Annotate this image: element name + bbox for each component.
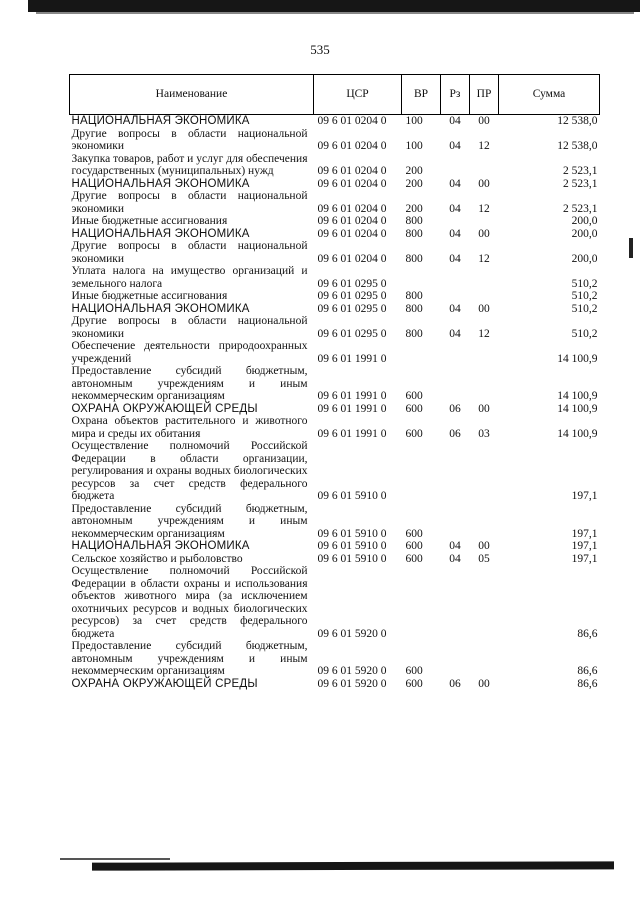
cell-vr: 800 [405,227,423,240]
cell-name: ОХРАНА ОКРУЖАЮЩЕЙ СРЕДЫ [71,677,258,690]
cell-name: Осуществление полномочий Российской Федерации в области организации, регулирования и охраны водных биологических ресурсов за счет средств федерального бюджета [71,440,308,502]
cell-vr: 800 [405,252,423,265]
cell-sum: 197,1 [571,490,598,502]
cell-csr: 09 6 01 5920 0 [317,627,387,640]
cell-vr: 600 [405,665,423,677]
table-row [70,415,600,440]
cell-rz [441,503,470,541]
cell-name: Сельское хозяйство и рыболовство [71,552,243,565]
table-row [70,340,600,365]
cell-vr: 600 [405,390,423,402]
cell-pr [470,265,499,290]
cell-sum: 197,1 [571,552,598,565]
cell-pr: 03 [478,427,490,440]
cell-pr: 12 [478,140,490,152]
cell-csr: 09 6 01 0204 0 [317,202,387,215]
cell-csr: 09 6 01 5910 0 [317,552,387,565]
table-row [70,640,600,678]
header-rz: Рз [441,75,470,115]
cell-csr: 09 6 01 5910 0 [317,540,387,552]
cell-name: Другие вопросы в области национальной экономики [71,127,308,152]
scan-top-shadow [36,12,634,14]
cell-rz: 04 [449,540,461,552]
cell-name: Иные бюджетные ассигнования [71,290,228,302]
cell-pr: 00 [478,540,490,552]
header-pr: ПР [470,75,499,115]
cell-name: НАЦИОНАЛЬНАЯ ЭКОНОМИКА [71,540,250,552]
cell-sum: 200,0 [571,215,598,227]
cell-pr: 00 [478,302,490,315]
cell-rz [441,153,470,178]
table-row [70,303,600,316]
cell-vr: 600 [405,677,423,690]
cell-vr: 600 [405,540,423,552]
scan-bottom-line [60,858,170,860]
cell-vr: 100 [405,140,423,152]
cell-sum: 510,2 [571,290,598,302]
table-row [70,540,600,553]
cell-rz [441,640,470,678]
header-row [70,75,600,115]
cell-vr: 800 [405,290,423,302]
cell-csr: 09 6 01 1991 0 [317,427,387,440]
cell-csr: 09 6 01 0295 0 [317,277,387,290]
cell-rz [441,340,470,365]
cell-name: Предоставление субсидий бюджетным, автономным учреждениям и иным некоммерческим организациям [71,502,308,540]
cell-pr: 00 [478,227,490,240]
cell-sum: 14 100,9 [557,390,598,402]
table-row [70,265,600,290]
cell-pr [470,340,499,365]
cell-name: Другие вопросы в области национальной экономики [71,240,308,265]
cell-pr [470,290,499,303]
cell-name: НАЦИОНАЛЬНАЯ ЭКОНОМИКА [71,115,250,127]
cell-name: Закупка товаров, работ и услуг для обеспечения государственных (муниципальных) нужд [71,152,308,177]
cell-csr: 09 6 01 5910 0 [317,490,387,502]
budget-table [69,74,600,690]
table-row [70,553,600,566]
cell-rz: 04 [449,327,461,340]
header-csr: ЦСР [314,75,402,115]
cell-vr: 600 [405,402,423,415]
cell-pr: 12 [478,202,490,215]
table-row [70,290,600,303]
cell-name: Уплата налога на имущество организаций и земельного налога [71,265,308,290]
cell-vr: 600 [405,427,423,440]
cell-pr [470,565,499,640]
cell-rz: 06 [449,677,461,690]
cell-sum: 86,6 [577,627,598,640]
cell-name: Осуществление полномочий Российской Федерации в области охраны и использования объектов животного мира (за исключением охотничьих ресурсов и водных биологических ресурсов) за счет средств федерального бюджета [71,565,308,640]
cell-csr: 09 6 01 0204 0 [317,165,387,177]
table-row [70,190,600,215]
header-vr: ВР [402,75,441,115]
cell-sum: 510,2 [571,277,598,290]
cell-name: НАЦИОНАЛЬНАЯ ЭКОНОМИКА [71,302,250,315]
table-row [70,315,600,340]
cell-rz: 06 [449,427,461,440]
cell-rz [441,565,470,640]
cell-sum: 197,1 [571,540,598,552]
cell-name: Охрана объектов растительного и животного мира и среды их обитания [71,415,308,440]
cell-rz: 04 [449,202,461,215]
cell-pr [470,215,499,228]
table-row [70,365,600,403]
cell-csr: 09 6 01 0204 0 [317,215,387,227]
budget-table-container [69,74,599,690]
header-sum: Сумма [499,75,600,115]
table-row [70,565,600,640]
cell-sum: 14 100,9 [557,352,598,365]
cell-rz: 04 [449,115,461,127]
cell-name: Иные бюджетные ассигнования [71,215,228,227]
cell-sum: 12 538,0 [557,115,598,127]
cell-rz [441,265,470,290]
cell-pr: 12 [478,327,490,340]
cell-pr [470,365,499,403]
cell-name: Обеспечение деятельности природоохранных учреждений [71,340,308,365]
table-body [70,115,600,691]
cell-name: ОХРАНА ОКРУЖАЮЩЕЙ СРЕДЫ [71,402,258,415]
table-row [70,153,600,178]
scan-bottom-border [92,861,614,870]
cell-csr: 09 6 01 0204 0 [317,252,387,265]
cell-vr: 800 [405,327,423,340]
table-row [70,178,600,191]
cell-sum: 2 523,1 [563,202,598,215]
cell-vr: 800 [405,302,423,315]
cell-sum: 197,1 [571,527,598,540]
table-row [70,678,600,691]
cell-csr: 09 6 01 1991 0 [317,352,387,365]
cell-rz: 04 [449,252,461,265]
cell-sum: 86,6 [577,677,598,690]
cell-pr [470,153,499,178]
cell-vr: 800 [405,215,423,227]
cell-csr: 09 6 01 1991 0 [317,390,387,402]
page-number: 535 [310,42,330,57]
cell-name: Другие вопросы в области национальной экономики [71,190,308,215]
cell-rz: 04 [449,140,461,152]
cell-csr: 09 6 01 5920 0 [317,677,387,690]
cell-rz [441,290,470,303]
cell-sum: 86,6 [577,665,598,677]
cell-vr [402,565,441,640]
cell-pr [470,440,499,503]
scan-top-border [28,0,640,12]
cell-name: Другие вопросы в области национальной экономики [71,315,308,340]
header-name: Наименование [70,75,314,115]
cell-vr [402,265,441,290]
table-header [70,75,600,115]
cell-rz [441,440,470,503]
cell-sum: 200,0 [571,252,598,265]
cell-name: НАЦИОНАЛЬНАЯ ЭКОНОМИКА [71,227,250,240]
cell-vr: 600 [405,552,423,565]
cell-name: Предоставление субсидий бюджетным, автономным учреждениям и иным некоммерческим организациям [71,640,308,677]
cell-sum: 2 523,1 [563,177,598,190]
cell-vr: 200 [405,202,423,215]
cell-csr: 09 6 01 5920 0 [317,665,387,677]
cell-sum: 510,2 [571,302,598,315]
cell-pr: 00 [478,402,490,415]
cell-vr: 200 [405,177,423,190]
cell-sum: 14 100,9 [557,402,598,415]
cell-vr [402,340,441,365]
cell-pr [470,503,499,541]
cell-pr: 00 [478,115,490,127]
table-row [70,440,600,503]
cell-rz: 04 [449,552,461,565]
cell-name: НАЦИОНАЛЬНАЯ ЭКОНОМИКА [71,177,250,190]
table-row [70,215,600,228]
cell-pr: 00 [478,177,490,190]
cell-sum: 200,0 [571,227,598,240]
cell-sum: 12 538,0 [557,140,598,152]
cell-csr: 09 6 01 0204 0 [317,227,387,240]
cell-rz: 04 [449,227,461,240]
cell-csr: 09 6 01 0295 0 [317,302,387,315]
table-row [70,115,600,128]
cell-csr: 09 6 01 0295 0 [317,290,387,302]
table-row [70,228,600,241]
cell-csr: 09 6 01 0204 0 [317,115,387,127]
cell-csr: 09 6 01 1991 0 [317,402,387,415]
cell-sum: 2 523,1 [563,165,598,177]
cell-pr: 05 [478,552,490,565]
cell-rz [441,365,470,403]
cell-vr: 600 [405,527,423,540]
cell-rz: 04 [449,302,461,315]
table-row [70,240,600,265]
cell-vr: 200 [405,165,423,177]
cell-pr: 12 [478,252,490,265]
cell-vr: 100 [405,115,423,127]
cell-csr: 09 6 01 5910 0 [317,527,387,540]
cell-rz: 06 [449,402,461,415]
table-row [70,403,600,416]
cell-rz: 04 [449,177,461,190]
cell-csr: 09 6 01 0295 0 [317,327,387,340]
scan-edge-mark [629,238,633,258]
cell-pr [470,640,499,678]
cell-pr: 00 [478,677,490,690]
cell-rz [441,215,470,228]
cell-name: Предоставление субсидий бюджетным, автономным учреждениям и иным некоммерческим организациям [71,365,308,402]
table-row [70,503,600,541]
cell-csr: 09 6 01 0204 0 [317,140,387,152]
cell-sum: 510,2 [571,327,598,340]
cell-vr [402,440,441,503]
table-row [70,128,600,153]
cell-sum: 14 100,9 [557,427,598,440]
cell-csr: 09 6 01 0204 0 [317,177,387,190]
